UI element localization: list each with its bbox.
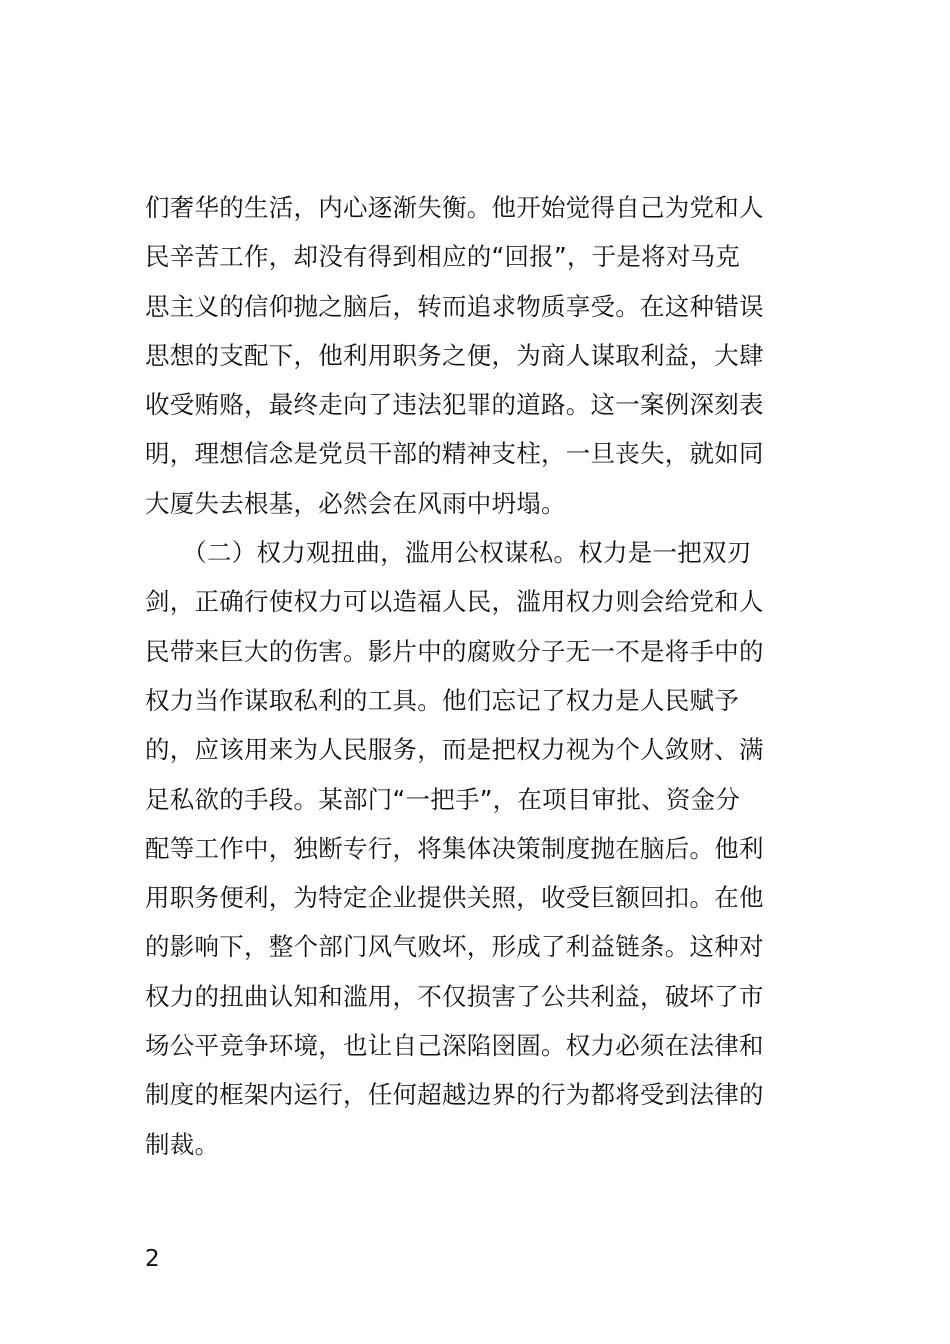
text-line: 收受贿赂，最终走向了违法犯罪的道路。这一案例深刻表 [145,390,764,420]
text-line: 权力当作谋取私利的工具。他们忘记了权力是人民赋予 [145,685,739,715]
text-line: 民带来巨大的伤害。影片中的腐败分子无一不是将手中的 [145,636,764,666]
text-line: 明，理想信念是党员干部的精神支柱，一旦丧失，就如同 [145,439,764,469]
text-line: 制度的框架内运行，任何超越边界的行为都将受到法律的 [145,1080,764,1110]
text-line: 的，应该用来为人民服务，而是把权力视为个人敛财、满 [145,735,764,765]
text-line: 的影响下，整个部门风气败坏，形成了利益链条。这种对 [145,932,764,962]
page-number: 2 [145,1246,160,1272]
text-line: 制裁。 [145,1129,220,1159]
text-line: 配等工作中，独断专行，将集体决策制度抛在脑后。他利 [145,833,764,863]
text-line: 大厦失去根基，必然会在风雨中坍塌。 [145,488,566,518]
text-line: 思想的支配下，他利用职务之便，为商人谋取利益，大肆 [145,340,764,370]
text-line: 权力的扭曲认知和滥用，不仅损害了公共利益，破坏了市 [145,981,764,1011]
text-line: 民辛苦工作，却没有得到相应的“回报”，于是将对马克 [145,242,741,272]
text-line: （二）权力观扭曲，滥用公权谋私。权力是一把双刃 [145,538,752,568]
text-line: 思主义的信仰抛之脑后，转而追求物质享受。在这种错误 [145,291,764,321]
text-line: 用职务便利，为特定企业提供关照，收受巨额回扣。在他 [145,883,764,913]
body-text [145,183,807,1169]
text-line: 足私欲的手段。某部门“一把手”，在项目审批、资金分 [145,784,741,814]
text-line: 们奢华的生活，内心逐渐失衡。他开始觉得自己为党和人 [145,193,764,222]
text-line: 场公平竞争环境，也让自己深陷囹圄。权力必须在法律和 [145,1031,764,1061]
text-line: 剑，正确行使权力可以造福人民，滥用权力则会给党和人 [145,587,764,617]
